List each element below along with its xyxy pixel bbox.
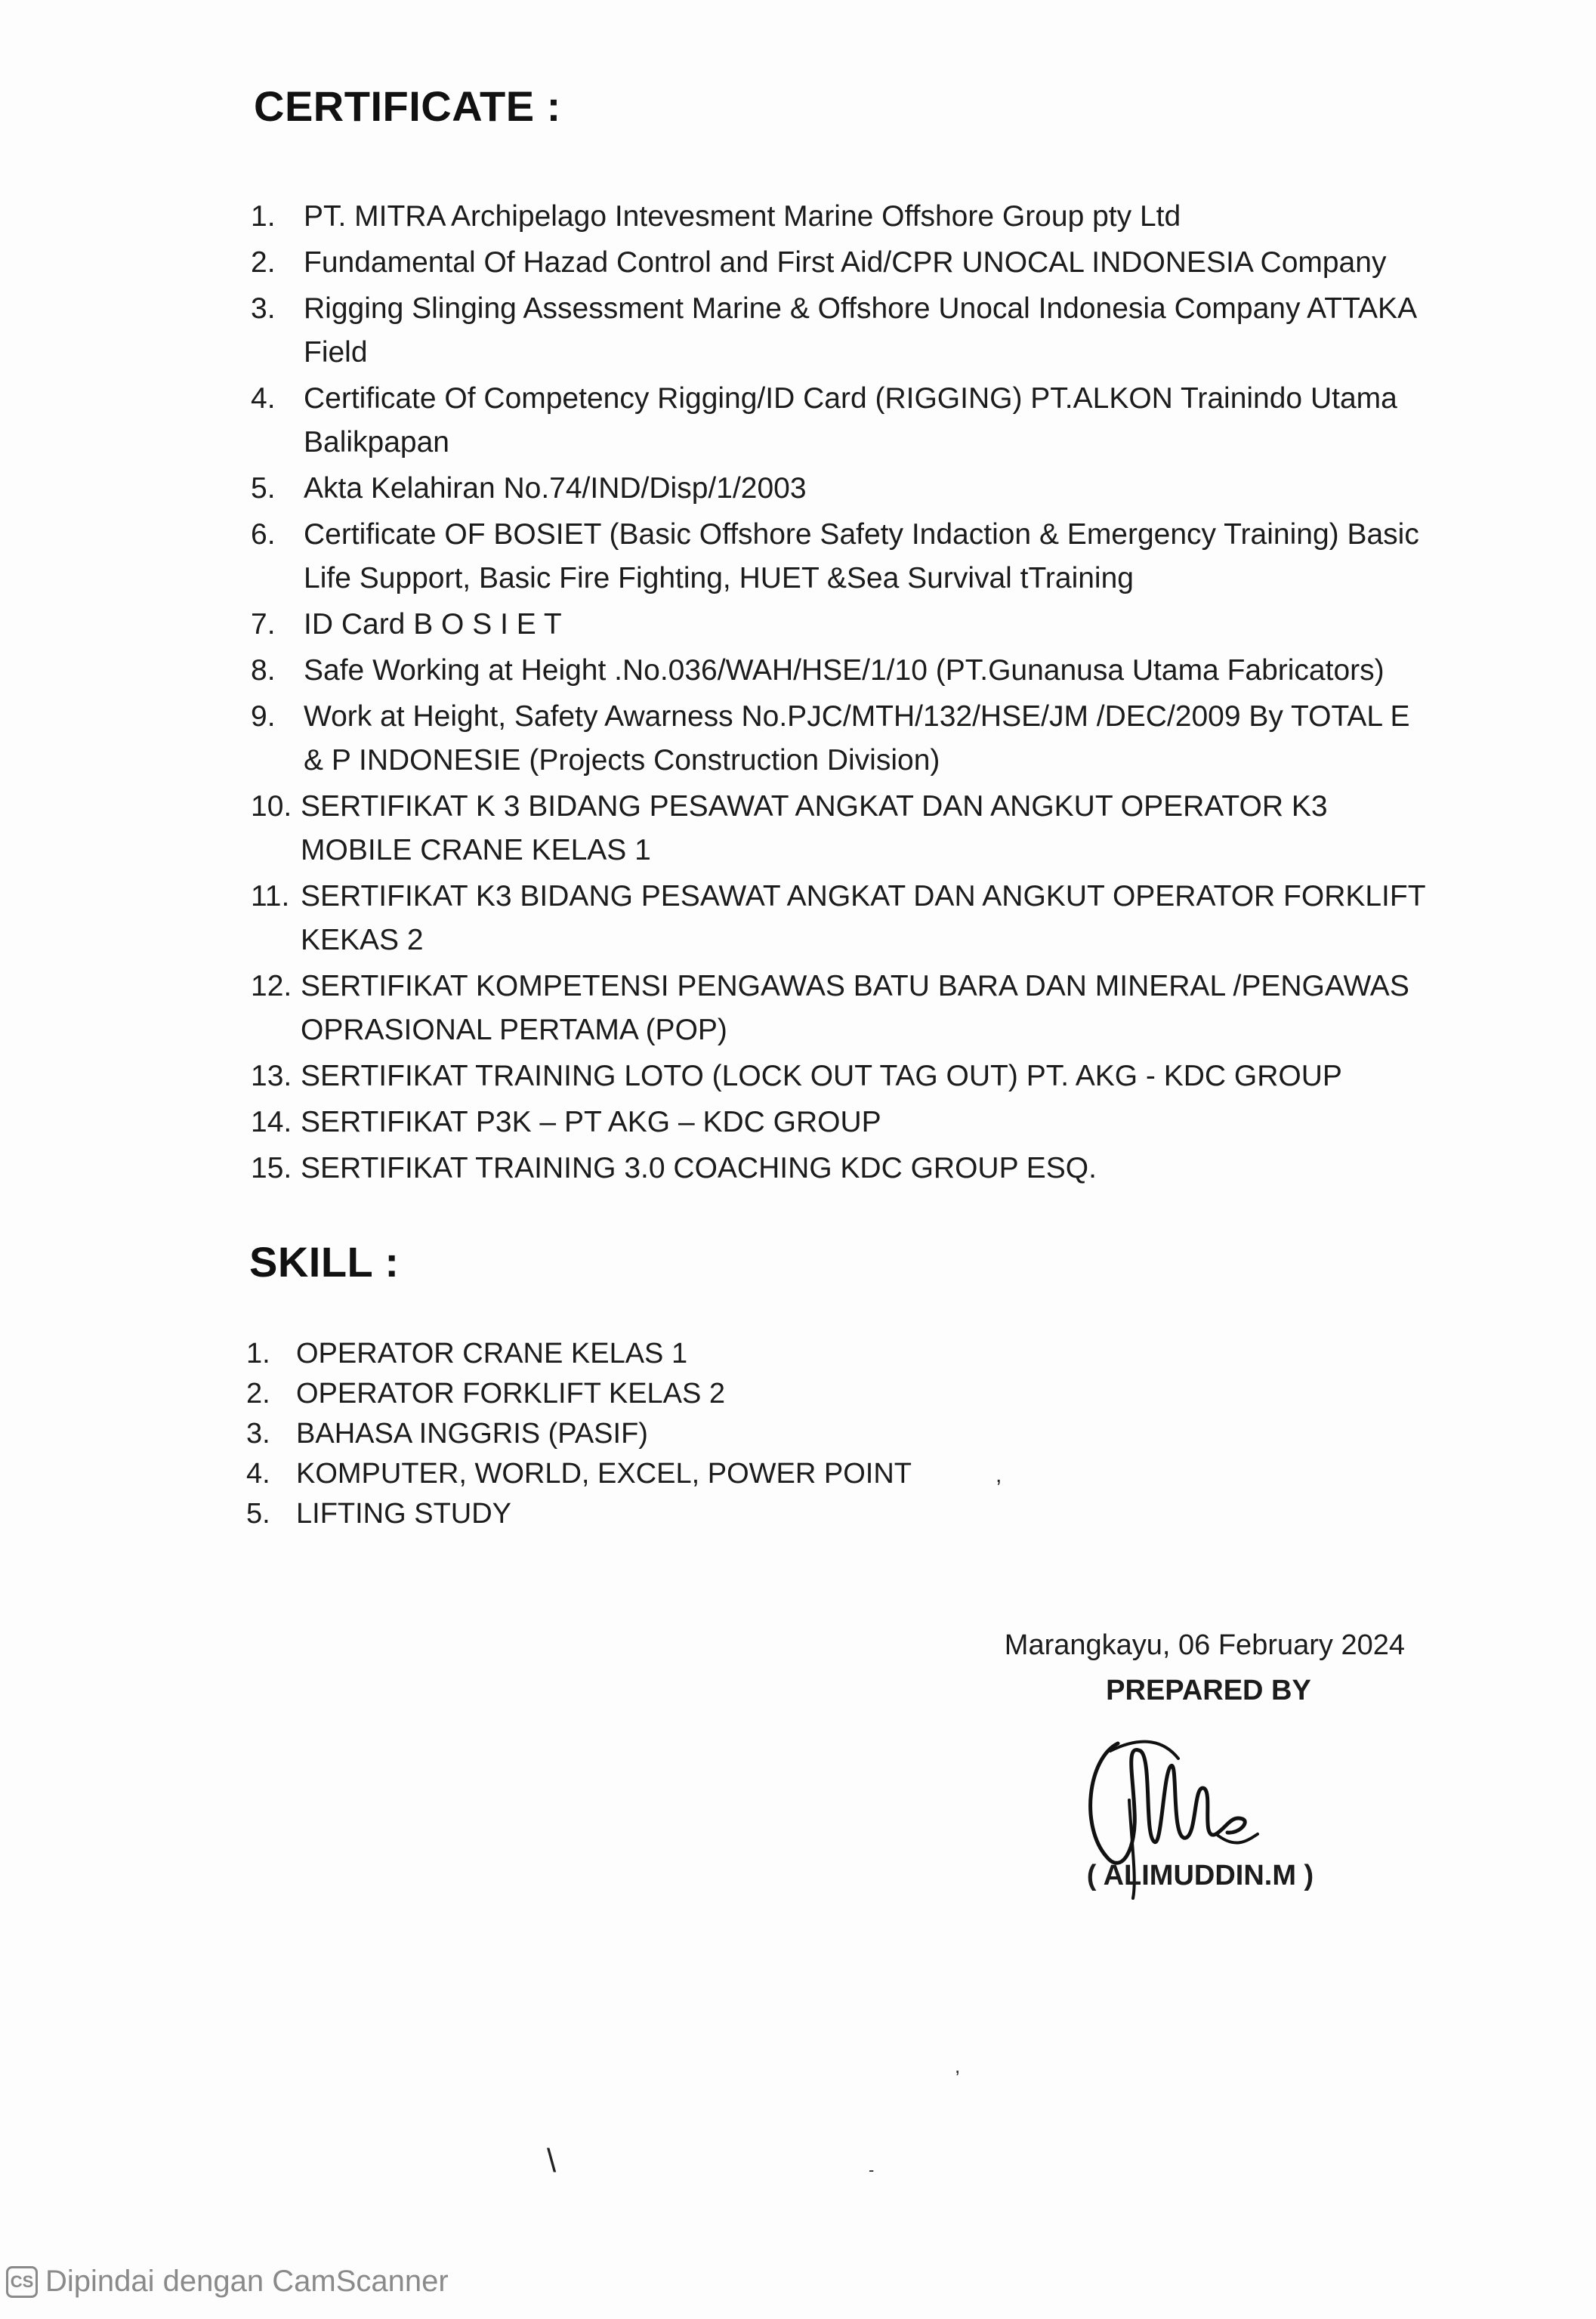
item-number: 1. — [251, 200, 276, 233]
prepared-by-label: PREPARED BY — [1106, 1675, 1311, 1706]
list-item — [246, 1454, 1077, 1494]
item-number: 4. — [246, 1458, 270, 1490]
list-item — [251, 965, 1429, 1052]
item-number: 4. — [251, 382, 276, 415]
camscanner-watermark — [6, 2265, 449, 2299]
certificate-list — [251, 195, 1429, 1193]
scan-speck: - — [869, 2160, 875, 2179]
scan-speck: , — [996, 1462, 1002, 1487]
list-item — [246, 1334, 1077, 1374]
list-item — [251, 1101, 1429, 1144]
list-item — [251, 603, 1429, 647]
list-item — [251, 195, 1429, 239]
item-number: 5. — [251, 472, 276, 505]
item-text: LIFTING STUDY — [296, 1498, 512, 1530]
watermark-text: Dipindai dengan CamScanner — [45, 2265, 449, 2298]
item-text: Certificate OF BOSIET (Basic Offshore Safety Indaction & Emergency Training) Basic Life Support, Basic Fire Fighting, HUET &Sea Survival tTraining — [304, 518, 1419, 594]
list-item — [251, 513, 1429, 601]
item-number: 12. — [251, 970, 292, 1002]
item-number: 13. — [251, 1060, 292, 1092]
item-text: SERTIFIKAT TRAINING LOTO (LOCK OUT TAG OUT) PT. AKG - KDC GROUP — [301, 1060, 1342, 1092]
item-text: OPERATOR CRANE KELAS 1 — [296, 1338, 688, 1369]
item-text: SERTIFIKAT K3 BIDANG PESAWAT ANGKAT DAN ANGKUT OPERATOR FORKLIFT KEKAS 2 — [301, 880, 1425, 956]
certificate-heading: CERTIFICATE : — [254, 82, 561, 130]
place-date: Marangkayu, 06 February 2024 — [1004, 1629, 1405, 1661]
item-number: 15. — [251, 1152, 292, 1184]
item-number: 1. — [246, 1338, 270, 1369]
item-number: 2. — [246, 1378, 270, 1410]
item-text: PT. MITRA Archipelago Intevesment Marine Offshore Group pty Ltd — [304, 200, 1181, 233]
list-item — [246, 1374, 1077, 1414]
item-number: 11. — [251, 880, 290, 912]
skill-list — [246, 1334, 1077, 1534]
item-text: BAHASA INGGRIS (PASIF) — [296, 1418, 648, 1450]
list-item — [251, 649, 1429, 693]
item-number: 3. — [251, 292, 276, 325]
list-item — [251, 695, 1429, 783]
item-number: 7. — [251, 608, 276, 641]
item-text: KOMPUTER, WORLD, EXCEL, POWER POINT — [296, 1458, 912, 1490]
item-text: SERTIFIKAT KOMPETENSI PENGAWAS BATU BARA DAN MINERAL /PENGAWAS OPRASIONAL PERTAMA (POP) — [301, 970, 1409, 1046]
item-text: Work at Height, Safety Awarness No.PJC/MTH/132/HSE/JM /DEC/2009 By TOTAL E & P INDONESIE (Projects Construction Division) — [304, 700, 1410, 777]
list-item — [251, 467, 1429, 511]
skill-heading: SKILL : — [249, 1238, 400, 1286]
item-number: 10. — [251, 790, 292, 823]
list-item — [246, 1494, 1077, 1534]
item-number: 5. — [246, 1498, 270, 1530]
scan-speck: \ — [547, 2142, 557, 2179]
item-number: 6. — [251, 518, 276, 551]
list-item — [251, 377, 1429, 465]
item-text: Akta Kelahiran No.74/IND/Disp/1/2003 — [304, 472, 807, 505]
item-text: Rigging Slinging Assessment Marine & Offshore Unocal Indonesia Company ATTAKA Field — [304, 292, 1415, 369]
item-text: Fundamental Of Hazad Control and First Aid/CPR UNOCAL INDONESIA Company — [304, 246, 1387, 279]
item-text: Safe Working at Height .No.036/WAH/HSE/1/10 (PT.Gunanusa Utama Fabricators) — [304, 654, 1385, 687]
item-text: SERTIFIKAT P3K – PT AKG – KDC GROUP — [301, 1106, 881, 1138]
list-item — [251, 1055, 1429, 1098]
signer-name: ( ALIMUDDIN.M ) — [1086, 1860, 1314, 1891]
item-number: 2. — [251, 246, 276, 279]
list-item — [246, 1414, 1077, 1454]
list-item — [251, 1147, 1429, 1190]
list-item — [251, 785, 1429, 872]
item-text: OPERATOR FORKLIFT KELAS 2 — [296, 1378, 726, 1410]
item-number: 8. — [251, 654, 276, 687]
list-item — [251, 287, 1429, 375]
list-item — [251, 241, 1429, 285]
list-item — [251, 875, 1429, 962]
camscanner-logo-icon: CS — [6, 2266, 38, 2298]
item-number: 14. — [251, 1106, 292, 1138]
scan-speck: , — [955, 2055, 961, 2077]
item-number: 3. — [246, 1418, 270, 1450]
item-text: ID Card B O S I E T — [304, 608, 562, 641]
item-text: SERTIFIKAT TRAINING 3.0 COACHING KDC GROUP ESQ. — [301, 1152, 1097, 1184]
item-text: Certificate Of Competency Rigging/ID Card (RIGGING) PT.ALKON Trainindo Utama Balikpapan — [304, 382, 1397, 459]
item-number: 9. — [251, 700, 276, 733]
signature-block — [959, 1623, 1428, 1892]
item-text: SERTIFIKAT K 3 BIDANG PESAWAT ANGKAT DAN ANGKUT OPERATOR K3 MOBILE CRANE KELAS 1 — [301, 790, 1328, 866]
